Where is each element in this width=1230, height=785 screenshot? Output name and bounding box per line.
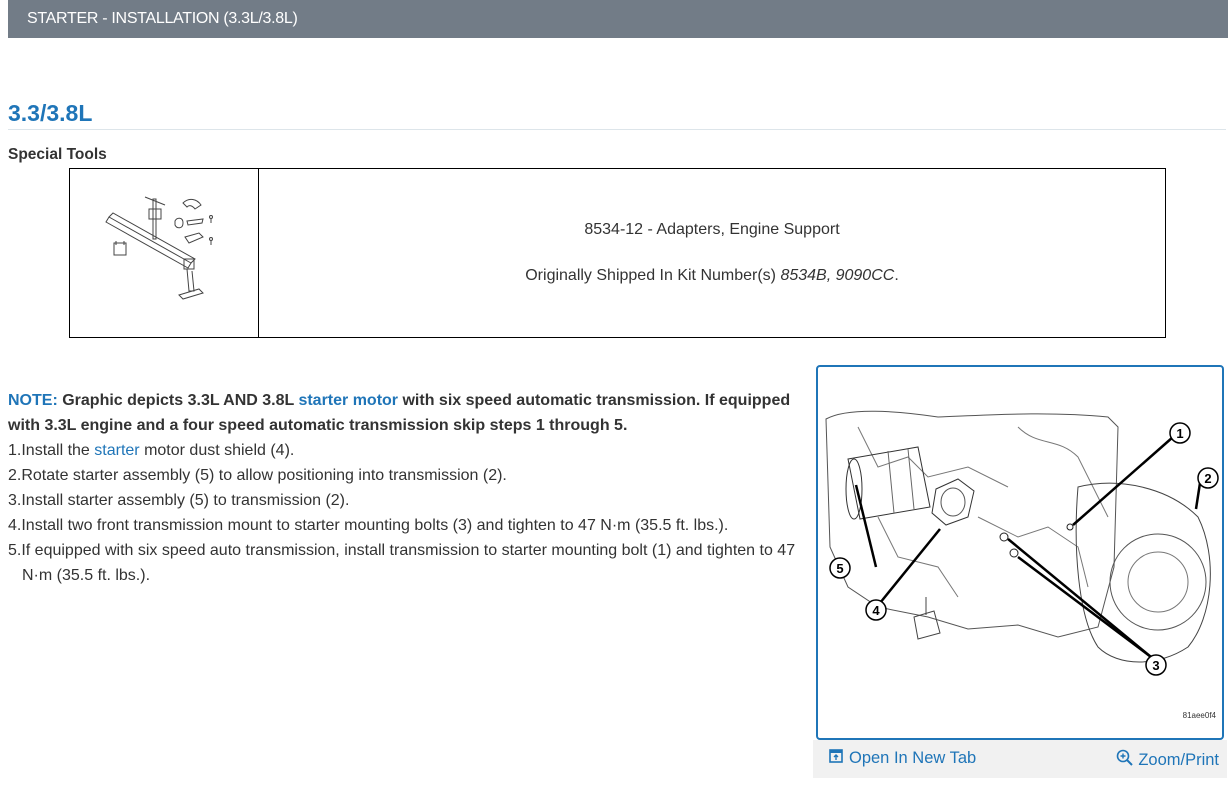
figure-toolbar [813,740,1227,778]
open-in-new-tab-label: Open In New Tab [849,749,977,767]
list-item [8,438,798,463]
callout-2: 2 [1204,471,1212,486]
callout-1: 1 [1176,426,1184,441]
step-number: 2. [8,467,22,484]
step-text: Install starter assembly (5) to transmission (2). [21,492,350,509]
step-number: 1. [8,442,22,459]
starter-motor-link[interactable]: starter motor [298,392,399,409]
procedure-text [8,388,798,588]
zoom-print-button[interactable] [1116,749,1219,772]
list-item [8,538,798,588]
table-row [70,169,1166,338]
tool-kit-info [259,267,1165,285]
callout-3: 3 [1152,658,1160,673]
kit-numbers: 8534B, 9090CC [780,267,895,284]
kit-prefix: Originally Shipped In Kit Number(s) [525,267,781,284]
special-tools-label: Special Tools [8,146,107,163]
note-text-a: Graphic depicts 3.3L AND 3.8L [57,392,299,409]
callout-4: 4 [872,603,880,618]
section-heading: 3.3/3.8L [8,98,1226,130]
step-text: motor dust shield (4). [139,442,295,459]
step-number: 3. [8,492,22,509]
step-number: 5. [8,542,22,559]
callout-5: 5 [836,561,844,576]
page-title-bar [8,0,1228,38]
tool-image-cell [70,169,259,338]
starter-installation-diagram [818,367,1222,707]
step-text: If equipped with six speed auto transmission, install transmission to starter mounting bolt (1) and tighten to 47 N·m (35.5 ft. lbs.). [21,542,796,584]
list-item [8,463,798,488]
tool-name: 8534-12 - Adapters, Engine Support [584,221,840,238]
step-text: Rotate starter assembly (5) to allow positioning into transmission (2). [21,467,507,484]
step-number: 4. [8,517,22,534]
tool-description-cell [259,169,1166,338]
figure-frame[interactable] [816,365,1224,740]
note [8,388,798,438]
list-item [8,488,798,513]
list-item [8,513,798,538]
figure-code: 81aee0f4 [1182,711,1216,720]
step-text: Install two front transmission mount to starter mounting bolts (3) and tighten to 47 N·m (35.5 ft. lbs.). [21,517,729,534]
steps-list [8,438,798,588]
step-text: Install the [21,442,95,459]
zoom-in-icon [1116,749,1134,772]
page-title: STARTER - INSTALLATION (3.3L/3.8L) [27,10,298,27]
kit-suffix: . [894,267,899,284]
engine-support-adapters-illustration[interactable] [99,191,229,311]
starter-link[interactable]: starter [94,442,140,459]
zoom-print-label: Zoom/Print [1138,751,1219,769]
note-text-b: with six speed automatic transmission. If equipped with 3.3L engine and a four speed automatic transmission skip steps 1 through 5. [8,392,791,434]
note-label: NOTE: [8,392,58,409]
open-in-new-tab-button[interactable] [829,749,976,768]
special-tools-table [69,168,1166,338]
open-new-tab-icon [829,749,843,768]
